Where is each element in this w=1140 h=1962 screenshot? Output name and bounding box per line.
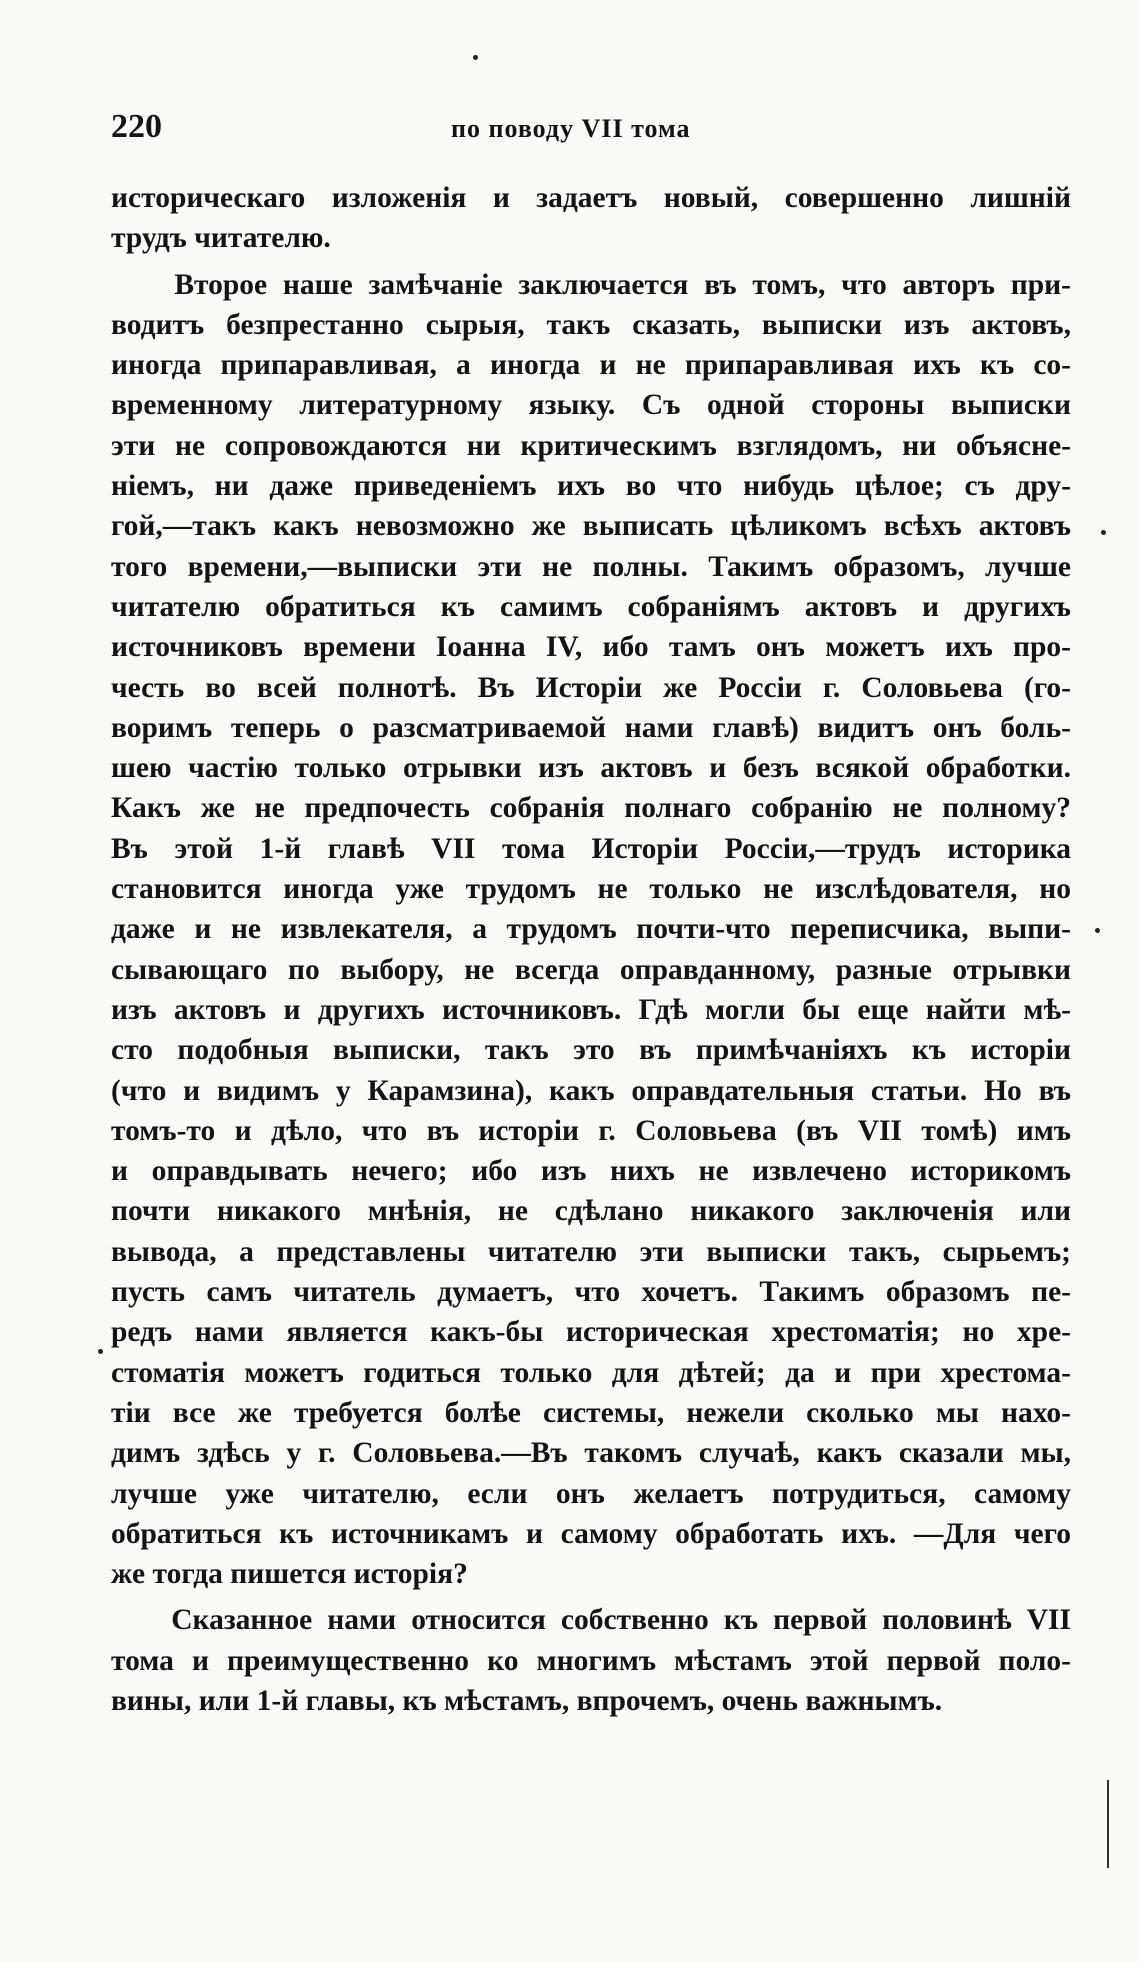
text-line: димъ здѣсь у г. Соловьева.—Въ такомъ случаѣ, какъ сказали мы, — [111, 1437, 1071, 1470]
text-line: Второе наше замѣчаніе заключается въ томъ, что авторъ при- — [111, 268, 1071, 301]
text-line: вывода, а представлены читателю эти выписки такъ, сырьемъ; — [111, 1235, 1071, 1268]
text-line: историческаго изложенія и задаетъ новый, совершенно лишній — [111, 182, 1071, 214]
paragraph — [111, 178, 1071, 259]
text-line: томъ-то и дѣло, что въ исторіи г. Соловьева (въ VII томѣ) имъ — [111, 1114, 1071, 1147]
text-line: источниковъ времени Іоанна IV, ибо тамъ онъ можетъ ихъ про- — [111, 631, 1071, 664]
text-line: шею частію только отрывки изъ актовъ и безъ всякой обработки. — [111, 752, 1071, 785]
text-line: (что и видимъ у Карамзина), какъ оправдательныя статьи. Но въ — [111, 1074, 1071, 1107]
text-line: Въ этой 1-й главѣ VII тома Исторіи Россіи,—трудъ историка — [111, 832, 1071, 865]
paragraph — [111, 265, 1071, 1595]
page-edge-line — [1107, 1780, 1109, 1868]
text-line: трудъ читателю. — [111, 222, 331, 255]
text-line: пусть самъ читатель думаетъ, что хочетъ. Такимъ образомъ пе- — [111, 1276, 1071, 1309]
page-number: 220 — [111, 108, 162, 145]
text-line: эти не сопровождаются ни критическимъ взглядомъ, ни объясне- — [111, 429, 1071, 462]
text-line: сто подобныя выписки, такъ это въ примѣчаніяхъ къ исторіи — [111, 1034, 1071, 1067]
paragraph — [111, 1600, 1071, 1721]
text-line: же тогда пишется исторія? — [111, 1558, 468, 1591]
text-line: лучше уже читателю, если онъ желаетъ потрудиться, самому — [111, 1477, 1071, 1510]
text-line: воримъ теперь о разсматриваемой нами главѣ) видитъ онъ боль- — [111, 711, 1071, 744]
margin-speck — [1101, 530, 1106, 535]
text-line: иногда припаравливая, а иногда и не припаравливая ихъ къ со- — [111, 349, 1071, 382]
text-line: честь во всей полнотѣ. Въ Исторіи же Россіи г. Соловьева (го- — [111, 671, 1071, 704]
margin-speck — [1095, 928, 1100, 933]
text-line: водитъ безпрестанно сырыя, такъ сказать, выписки изъ актовъ, — [111, 308, 1071, 341]
text-line: становится иногда уже трудомъ не только не изслѣдователя, но — [111, 873, 1071, 906]
text-line: вины, или 1-й главы, къ мѣстамъ, впрочемъ, очень важнымъ. — [111, 1684, 943, 1717]
text-line: читателю обратиться къ самимъ собраніямъ актовъ и другихъ — [111, 590, 1071, 623]
body-text — [111, 178, 1071, 1721]
text-line: Какъ же не предпочесть собранія полнаго собранію не полному? — [111, 792, 1071, 825]
text-line: и оправдывать нечего; ибо изъ нихъ не извлечено историкомъ — [111, 1155, 1071, 1188]
text-line: Сказанное нами относится собственно къ первой половинѣ VII — [111, 1604, 1071, 1637]
running-head: по поводу VII тома — [451, 114, 691, 143]
text-line: редъ нами является какъ-бы историческая хрестоматія; но хре- — [111, 1316, 1071, 1349]
text-line: обратиться къ источникамъ и самому обработать ихъ. —Для чего — [111, 1517, 1071, 1550]
text-line: почти никакого мнѣнія, не сдѣлано никакого заключенія или — [111, 1195, 1071, 1228]
text-line: сывающаго по выбору, не всегда оправданному, разные отрывки — [111, 953, 1071, 986]
text-line: даже и не извлекателя, а трудомъ почти-что переписчика, выпи- — [111, 913, 1071, 946]
margin-speck — [98, 1349, 103, 1354]
text-line: изъ актовъ и другихъ источниковъ. Гдѣ могли бы еще найти мѣ- — [111, 993, 1071, 1026]
text-line: гой,—такъ какъ невозможно же выписать цѣликомъ всѣхъ актовъ — [111, 510, 1071, 543]
text-line: тіи все же требуется болѣе системы, нежели сколько мы нахо- — [111, 1396, 1071, 1429]
text-line: стоматія можетъ годиться только для дѣтей; да и при хрестома- — [111, 1356, 1071, 1389]
margin-speck — [473, 55, 478, 60]
text-line: того времени,—выписки эти не полны. Такимъ образомъ, лучше — [111, 550, 1071, 583]
text-line: ніемъ, ни даже приведеніемъ ихъ во что нибудь цѣлое; съ дру- — [111, 470, 1071, 503]
text-line: тома и преимущественно ко многимъ мѣстамъ этой первой поло- — [111, 1644, 1071, 1677]
text-line: временному литературному языку. Съ одной стороны выписки — [111, 389, 1071, 422]
